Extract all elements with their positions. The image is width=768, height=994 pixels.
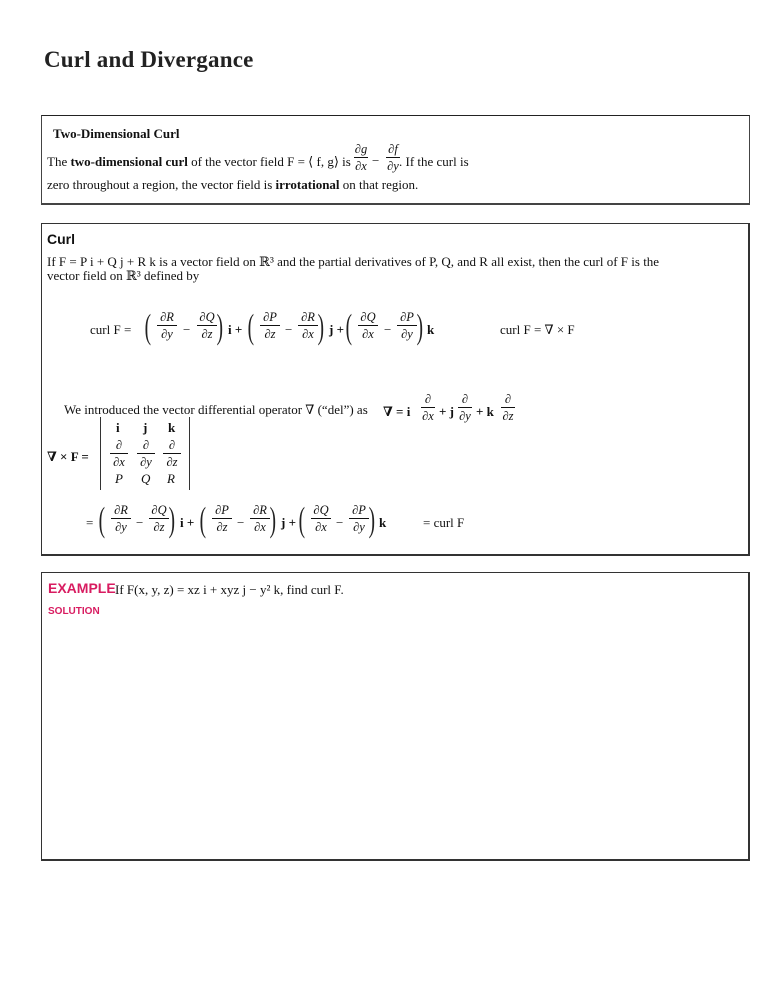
det-bar-left	[100, 417, 101, 490]
fraction-dP-dz: ∂P ∂z	[212, 503, 232, 534]
fraction-dQ-dx: ∂Q ∂x	[311, 503, 331, 534]
paren-close: )	[168, 500, 176, 539]
paren-open: (	[199, 500, 207, 539]
k-unit: k	[427, 322, 435, 337]
del-intro: We introduced the vector differential operator ∇ (“del”) as	[64, 402, 368, 417]
fraction-d-dx: ∂ ∂x	[422, 392, 434, 423]
definition-heading: Two-Dimensional Curl	[53, 126, 180, 141]
minus-sign: −	[336, 515, 344, 530]
i-plus: i +	[228, 322, 243, 337]
fraction-d-dz: ∂ ∂z	[502, 392, 514, 423]
paren-close: )	[368, 500, 376, 539]
det-cell-d-dy: ∂ ∂y	[137, 438, 155, 469]
plus-k: + k	[476, 404, 494, 419]
curl-alt-notation: curl F = ∇ × F	[500, 322, 575, 337]
paren-open: (	[247, 307, 255, 346]
fraction-dR-dy: ∂R ∂y	[157, 310, 177, 341]
det-bar-right	[189, 417, 190, 490]
paren-close: )	[317, 307, 325, 346]
fraction-dP-dz: ∂P ∂z	[260, 310, 280, 341]
j-plus: j +	[329, 322, 344, 337]
minus-sign: −	[285, 322, 293, 337]
det-cell: R	[167, 471, 175, 486]
i-plus: i +	[180, 515, 195, 530]
minus-sign: −	[237, 515, 245, 530]
definition-text-line1: The two-dimensional curl of the vector field F = ⟨ f, g⟩ is	[47, 154, 351, 169]
curl-intro-line1: If F = P i + Q j + R k is a vector field on ℝ³ and the partial derivatives of P, Q, and R all exist, then the curl of F is the	[47, 254, 660, 269]
curl-lhs: curl F =	[90, 322, 132, 337]
paren-open: (	[144, 307, 152, 346]
det-cell: i	[116, 420, 120, 435]
field-notation: F = ⟨ f, g⟩ is	[287, 154, 351, 169]
fraction-dP-dy: ∂P ∂y	[349, 503, 369, 534]
definition-text-line2: zero throughout a region, the vector field is irrotational on that region.	[47, 177, 419, 192]
fraction-dR-dy: ∂R ∂y	[111, 503, 131, 534]
det-cell: P	[115, 471, 123, 486]
example-problem: If F(x, y, z) = xz i + xyz j − y² k, find curl F.	[115, 582, 344, 597]
definition-box-2d-curl	[41, 115, 750, 205]
fraction-dQ-dx: ∂Q ∂x	[358, 310, 378, 341]
definition-box-curl	[41, 223, 750, 556]
plus-j: + j	[439, 404, 454, 419]
minus-sign: −	[372, 153, 380, 168]
fraction-dQ-dz: ∂Q ∂z	[149, 503, 169, 534]
det-cell: Q	[141, 471, 151, 486]
det-cell: j	[143, 420, 148, 435]
det-cell-d-dx: ∂ ∂x	[110, 438, 128, 469]
det-lhs: ∇ × F =	[47, 449, 89, 464]
del-def-start: ∇ = i	[383, 404, 411, 419]
j-plus: j +	[281, 515, 296, 530]
example-box	[41, 572, 750, 861]
fraction-df-dy: ∂f ∂y	[387, 142, 399, 173]
minus-sign: −	[384, 322, 392, 337]
fraction-dR-dx: ∂R ∂x	[250, 503, 270, 534]
curl-intro-line2: vector field on ℝ³ defined by	[47, 268, 200, 283]
paren-close: )	[416, 307, 424, 346]
fraction-dR-dx: ∂R ∂x	[298, 310, 318, 341]
paren-open: (	[98, 500, 106, 539]
term-irrotational: irrotational	[275, 177, 340, 192]
term-2d-curl: two-dimensional curl	[70, 154, 188, 169]
fraction-dg-dx: ∂g ∂x	[354, 142, 368, 173]
paren-open: (	[298, 500, 306, 539]
minus-sign: −	[183, 322, 191, 337]
fraction-dP-dy: ∂P ∂y	[397, 310, 417, 341]
paren-open: (	[345, 307, 353, 346]
solution-label: SOLUTION	[48, 606, 100, 617]
paren-close: )	[216, 307, 224, 346]
minus-sign: −	[136, 515, 144, 530]
det-cell: k	[168, 420, 176, 435]
equals-sign: =	[86, 515, 94, 530]
page-title: Curl and Divergance	[44, 47, 254, 72]
paren-close: )	[269, 500, 277, 539]
fraction-d-dy: ∂ ∂y	[459, 392, 471, 423]
equals-curl: = curl F	[423, 515, 465, 530]
example-label: EXAMPLE	[48, 580, 116, 596]
det-cell-d-dz: ∂ ∂z	[163, 438, 181, 469]
fraction-dQ-dz: ∂Q ∂z	[197, 310, 217, 341]
k-unit: k	[379, 515, 387, 530]
definition-text-end: . If the curl is	[399, 154, 469, 169]
definition-heading: Curl	[47, 231, 75, 247]
